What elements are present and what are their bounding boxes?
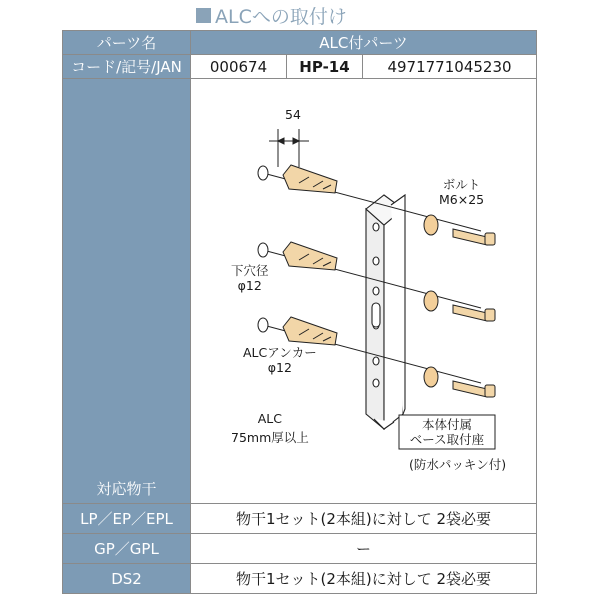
heading-square-icon [196,8,211,23]
hole-label: 下穴径 [231,263,269,278]
table-row [63,564,537,594]
section-heading [196,2,347,28]
anchor-size: φ12 [267,360,292,375]
section-heading-text: ALCへの取付け [215,5,347,28]
anchor-callout [243,345,317,375]
dimension-label: 54 [285,107,301,122]
product-symbol: HP-14 [287,55,363,79]
parts-spec-table [62,30,537,594]
parts-name-label: パーツ名 [63,31,191,55]
table-row [63,534,537,564]
bolt-label: ボルト [442,177,481,192]
installation-diagram [191,79,537,496]
bolt-callout [439,177,484,207]
base-callout [401,417,493,447]
parts-name-value: ALC付パーツ [191,31,537,55]
row-label: GP／GPL [63,534,191,564]
row-label: LP／EP／EPL [63,504,191,534]
base-label-1: 本体付属 [421,417,472,432]
hole-callout [231,263,269,293]
installation-figure-cell [191,79,537,504]
code-label: コード/記号/JAN [63,55,191,79]
pilot-holes [258,166,268,332]
code-row [63,55,537,79]
bolt-size: M6×25 [439,192,485,207]
wall-label: ALC [257,411,282,426]
compatible-label: 対応物干 [63,79,191,504]
row-value: ー [191,534,537,564]
dimension-marker [269,129,309,167]
hole-size: φ12 [237,278,262,293]
wall-callout [231,411,309,445]
packing-note: (防水パッキン付) [409,457,507,472]
table-row [63,504,537,534]
row-value: 物干1セット(2本組)に対して 2袋必要 [191,564,537,594]
wall-thickness: 75mm厚以上 [231,430,309,445]
alc-anchors [283,165,337,345]
bolts [453,229,495,397]
table-header-row [63,31,537,55]
row-value: 物干1セット(2本組)に対して 2袋必要 [191,504,537,534]
mounting-rail [366,195,405,429]
row-label: DS2 [63,564,191,594]
washers [424,215,438,387]
figure-row [63,79,537,504]
jan-code: 4971771045230 [363,55,537,79]
base-label-2: ベース取付座 [409,432,485,447]
anchor-label: ALCアンカー [243,345,317,360]
product-code: 000674 [191,55,287,79]
